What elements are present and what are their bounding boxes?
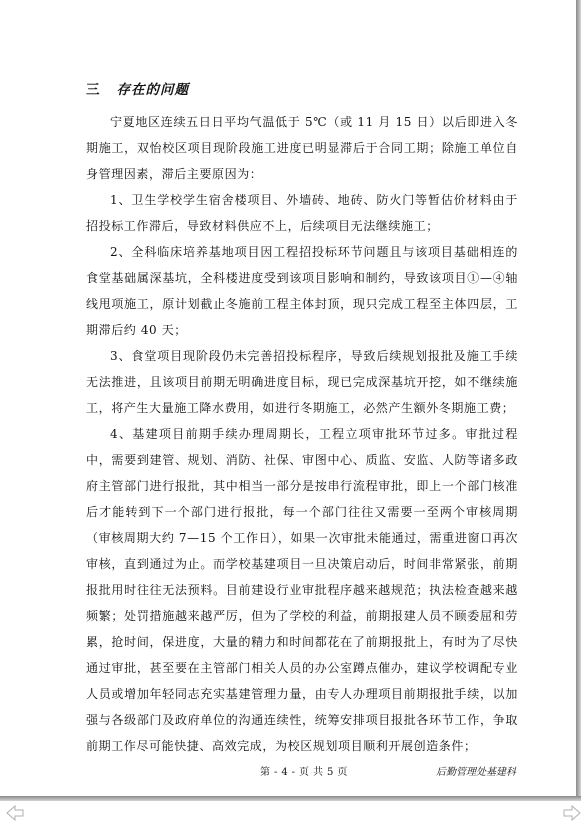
previous-page-button[interactable] [5, 803, 25, 823]
page-number: 第 - 4 - 页 共 5 页 [260, 767, 348, 778]
viewer-navigation-bar [0, 801, 588, 826]
page-shadow-right [576, 0, 581, 800]
section-title: 存在的问题 [116, 82, 189, 98]
next-page-button[interactable] [562, 803, 582, 823]
arrow-right-icon [563, 805, 581, 821]
footer-department: 后勤管理处基建科 [436, 767, 516, 778]
reason-paragraph-1: 1、卫生学校学生宿舍楼项目、外墙砖、地砖、防火门等暂估价材料由于招投标工作滞后，导致材料供应不上，后续项目无法继续施工； [86, 193, 518, 233]
reason-paragraph-3: 3、食堂项目现阶段仍未完善招投标程序，导致后续规划报批及施工手续无法推进，且该项目前期无明确进度目标，现已完成深基坑开挖，如不继续施工，将产生大量施工降水费用，如进行冬期施工，必然产生额外冬期施工费； [86, 349, 518, 415]
reason-paragraph-2: 2、全科临床培养基地项目因工程招投标环节问题且与该项目基础相连的食堂基础属深基坑，全科楼进度受到该项目影响和制约，导致该项目①—④轴线甩项施工，原计划截止冬施前工程主体封顶，现只完成工程至主体四层，工期滞后约 40 天； [86, 245, 518, 337]
arrow-left-icon [6, 805, 24, 821]
reason-paragraph-4: 4、基建项目前期手续办理周期长，工程立项审批环节过多。审批过程中，需要到建管、规划、消防、社保、审图中心、质监、安监、人防等诸多政府主管部门进行报批，其中相当一部分是按串行流程审批，即上一个部门核准后才能转到下一个部门进行报批，每一个部门往往又需要一至两个审核周期（审核周期大约 7—15 个工作日），如果一次审批未能通过，需重进窗口再次审核，直到通过为止。而学校基建项目一旦决策启动后，时间非常紧张，前期报批用时往往无法预料。目前建设行业审批程序越来越规范；执法检查越来越频繁；处罚措施越来越严厉，但为了学校的利益，前期报建人员不顾委屈和劳累，抢时间，保进度，大量的精力和时间都花在了前期报批上，有时为了尽快通过审批，甚至要在主管部门相关人员的办公室蹲点催办，建议学校调配专业人员或增加年轻同志充实基建管理力量，由专人办理项目前期报批手续，以加强与各级部门及政府单位的沟通连续性，统筹安排项目报批各环节工作，争取前期工作尽可能快捷、高效完成，为校区规划项目顺利开展创造条件； [86, 427, 518, 753]
intro-paragraph: 宁夏地区连续五日日平均气温低于 5℃（或 11 月 15 日）以后即进入冬期施工，双怡校区项目现阶段施工进度已明显滞后于合同工期；除施工单位自身管理因素，滞后主要原因为： [86, 115, 518, 181]
section-number: 三 [86, 82, 101, 98]
document-body [86, 109, 518, 759]
section-heading [86, 78, 189, 98]
